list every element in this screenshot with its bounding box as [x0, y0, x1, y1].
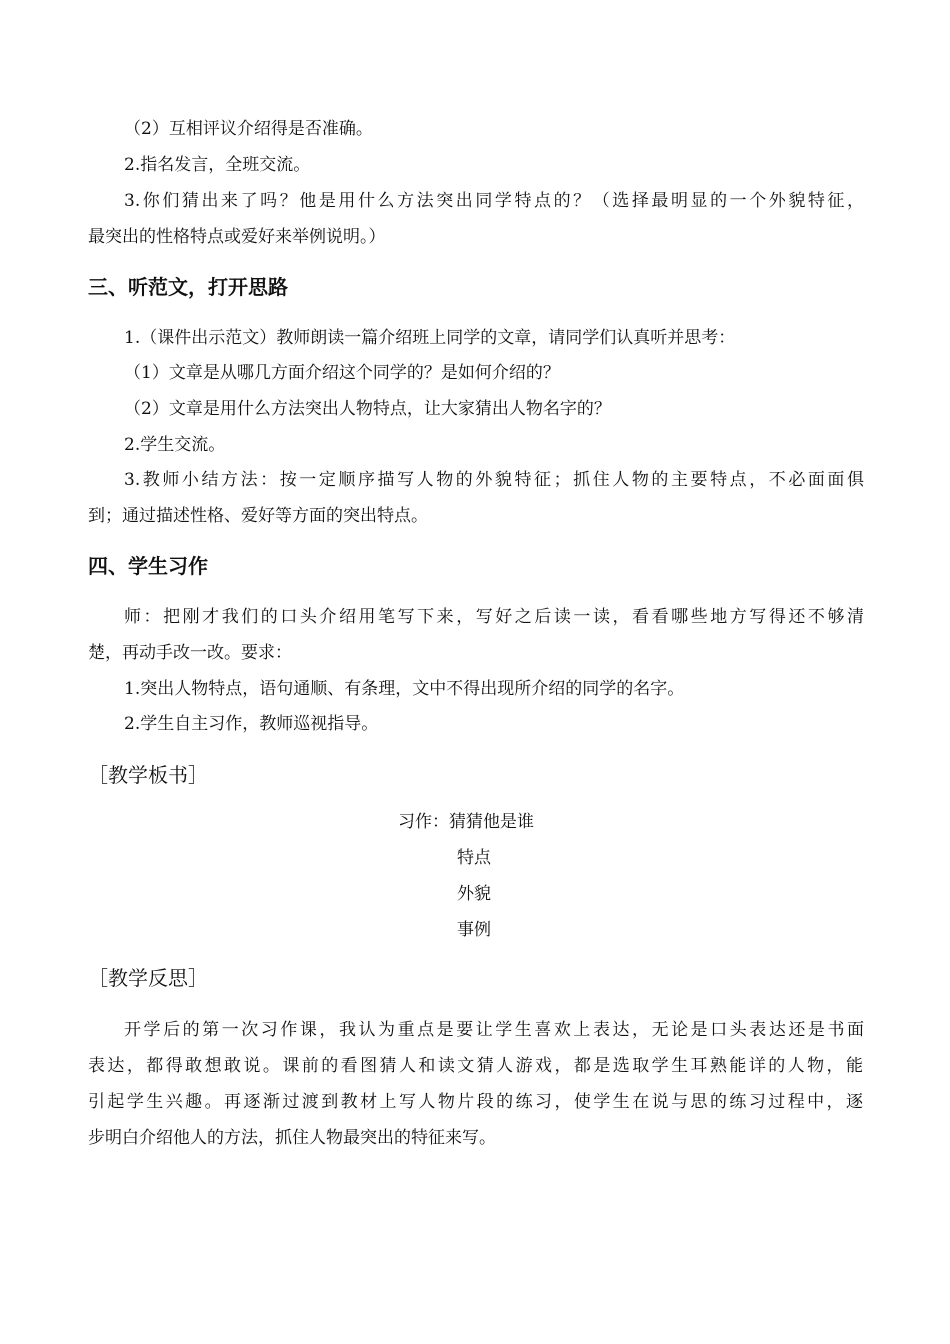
section4-heading: 四、学生习作: [88, 554, 208, 578]
section3-item-1-1: （1）文章是从哪几方面介绍这个同学的？是如何介绍的？: [124, 363, 560, 383]
board-heading: ［教学板书］: [88, 763, 208, 787]
section2-item-2-2: （2）互相评议介绍得是否准确。: [124, 119, 373, 139]
board-item-appearance: 外貌: [457, 884, 491, 904]
section3-heading: 三、听范文，打开思路: [88, 275, 288, 299]
section3-item-2: 2.学生交流。: [124, 435, 226, 455]
reflection-heading: ［教学反思］: [88, 966, 208, 990]
board-title: 习作：猜猜他是谁: [398, 812, 534, 832]
reflection-line1: 开学后的第一次习作课，我认为重点是要让学生喜欢上表达，无论是口头表达还是书面: [124, 1020, 864, 1040]
section2-item-3-line2: 最突出的性格特点或爱好来举例说明。）: [88, 227, 386, 247]
section4-para-line2: 楚，再动手改一改。要求：: [88, 643, 292, 663]
section3-item-1-2: （2）文章是用什么方法突出人物特点，让大家猜出人物名字的？: [124, 399, 611, 419]
section4-item-2: 2.学生自主习作，教师巡视指导。: [124, 714, 379, 734]
section3-item-3-line2: 到；通过描述性格、爱好等方面的突出特点。: [88, 506, 428, 526]
section3-item-3-line1: 3.教师小结方法：按一定顺序描写人物的外貌特征；抓住人物的主要特点，不必面面俱: [124, 470, 864, 490]
reflection-line4: 步明白介绍他人的方法，抓住人物最突出的特征来写。: [88, 1128, 496, 1148]
board-item-features: 特点: [457, 848, 491, 868]
section4-item-1: 1.突出人物特点，语句通顺、有条理，文中不得出现所介绍的同学的名字。: [124, 679, 685, 699]
section4-para-line1: 师：把刚才我们的口头介绍用笔写下来，写好之后读一读，看看哪些地方写得还不够清: [124, 607, 864, 627]
section2-item-2: 2.指名发言，全班交流。: [124, 155, 311, 175]
reflection-line2: 表达，都得敢想敢说。课前的看图猜人和读文猜人游戏，都是选取学生耳熟能详的人物，能: [88, 1056, 863, 1076]
board-item-examples: 事例: [457, 920, 491, 940]
section2-item-3-line1: 3.你们猜出来了吗？他是用什么方法突出同学特点的？（选择最明显的一个外貌特征，: [124, 191, 864, 211]
reflection-line3: 引起学生兴趣。再逐渐过渡到教材上写人物片段的练习，使学生在说与思的练习过程中，逐: [88, 1092, 863, 1112]
section3-item-1: 1.（课件出示范文）教师朗读一篇介绍班上同学的文章，请同学们认真听并思考：: [124, 328, 736, 348]
